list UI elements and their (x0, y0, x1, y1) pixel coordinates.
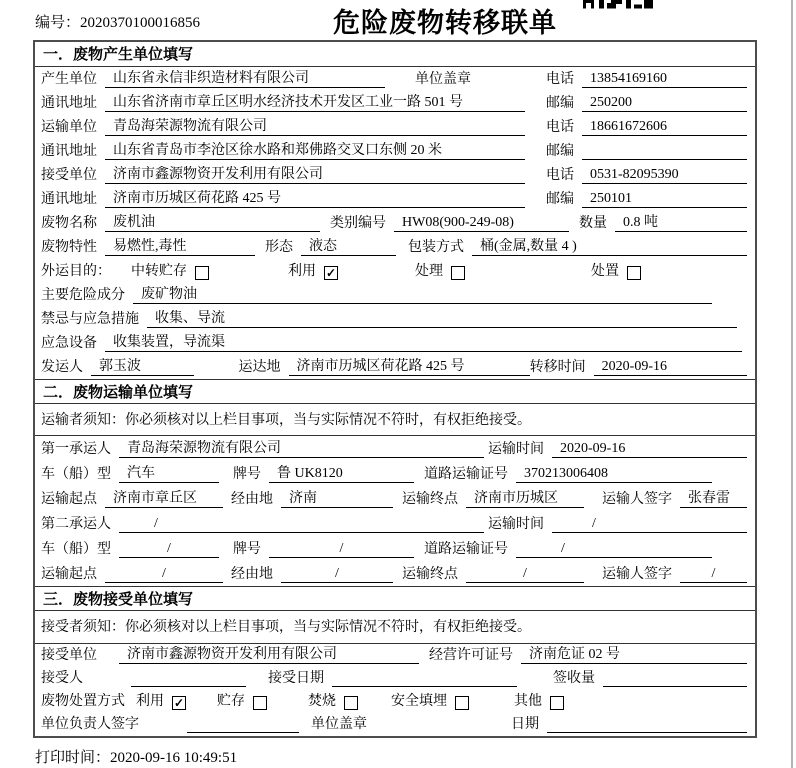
carrier-sign-label: 运输人签字 (602, 567, 672, 582)
option-label: 利用 (288, 264, 316, 279)
row-transfer-purpose (35, 259, 755, 283)
row-emergency-measures (35, 307, 755, 331)
zip-label: 邮编 (546, 192, 574, 207)
producer-phone-value: 13854169160 (582, 70, 747, 88)
option-label: 处置 (591, 264, 619, 279)
transporter-notice: 运输者须知：你必须核对以上栏目事项，当与实际情况不符时，有权拒绝接受。 (35, 404, 755, 436)
checkbox-disposal-landfill[interactable] (455, 696, 469, 710)
option-disposal-landfill (391, 693, 469, 710)
section-3-header: 三．废物接受单位填写 (35, 586, 755, 611)
section-transporter (35, 379, 755, 586)
accept-date-value (332, 686, 517, 687)
first-carrier-label: 第一承运人 (41, 442, 111, 457)
address-label: 通讯地址 (41, 144, 97, 159)
checkbox-treat[interactable] (451, 266, 465, 280)
option-label: 中转贮存 (131, 264, 187, 279)
carrier-sign-value: / (680, 565, 747, 583)
second-carrier-value: / (119, 515, 484, 533)
route-via-value: 济南 (281, 490, 393, 508)
section-1-header: 一．废物产生单位填写 (35, 42, 755, 67)
permit-value: / (516, 540, 712, 558)
packing-value: 桶(金属,数量 4 ) (472, 238, 747, 256)
row-second-carrier (35, 511, 755, 536)
quantity-label: 数量 (579, 216, 607, 231)
unit-stamp-label: 单位盖章 (311, 717, 367, 732)
qr-code-fragment (583, 0, 653, 9)
traits-value: 易燃性,毒性 (105, 238, 255, 256)
checkbox-disposal-store[interactable] (253, 696, 267, 710)
print-time-value: 2020-09-16 10:49:51 (110, 750, 238, 766)
option-label: 安全填埋 (391, 694, 447, 709)
plate-value: / (269, 540, 414, 558)
row-first-carrier (35, 436, 755, 461)
second-carrier-label: 第二承运人 (41, 517, 111, 532)
waste-name-label: 废物名称 (41, 216, 97, 231)
receiver-phone-value: 0531-82095390 (582, 166, 747, 184)
vehicle-type-value: / (119, 540, 219, 558)
route-start-label: 运输起点 (41, 567, 97, 582)
plate-label: 牌号 (233, 467, 261, 482)
receiver-value: 济南市鑫源物资开发利用有限公司 (105, 166, 525, 184)
receiver-address-value: 济南市历城区荷花路 425 号 (105, 190, 525, 208)
page-title: 危险废物转移联单 (333, 8, 557, 38)
option-utilize (288, 263, 338, 280)
route-start-value: 济南市章丘区 (105, 490, 223, 508)
serial-value: 2020370100016856 (80, 15, 201, 31)
row-waste-name (35, 211, 755, 235)
checkbox-disposal-incinerate[interactable] (344, 696, 358, 710)
row-route-2 (35, 561, 755, 586)
row-producer (35, 67, 755, 91)
row-waste-traits (35, 235, 755, 259)
vehicle-type-label: 车（船）型 (41, 542, 111, 557)
section-receiver (35, 586, 755, 736)
phone-label: 电话 (546, 168, 574, 183)
option-transfer-storage (131, 263, 209, 280)
row-hazard-components (35, 283, 755, 307)
row-transporter (35, 115, 755, 139)
equipment-label: 应急设备 (41, 336, 97, 351)
first-carrier-value: 青岛海荣源物流有限公司 (119, 440, 484, 458)
transporter-address-value: 山东省青岛市李沧区徐水路和郑佛路交叉口东侧 20 米 (105, 142, 525, 160)
option-label: 利用 (136, 694, 164, 709)
license-value: 济南危证 02 号 (521, 646, 747, 664)
date-value (547, 732, 747, 733)
route-start-label: 运输起点 (41, 492, 97, 507)
row-emergency-equipment (35, 331, 755, 355)
transporter-zip-value (582, 159, 747, 160)
option-disposal-incinerate (308, 693, 358, 710)
zip-label: 邮编 (546, 144, 574, 159)
acceptor-label: 接受人 (41, 671, 83, 686)
purpose-label: 外运目的： (41, 264, 111, 279)
option-dispose (591, 263, 641, 280)
option-disposal-utilize (136, 693, 186, 710)
option-disposal-store (217, 693, 267, 710)
accept-unit-label: 接受单位 (41, 648, 97, 663)
receipt-amount-label: 签收量 (553, 671, 595, 686)
shipper-value: 郭玉波 (91, 358, 194, 376)
checkbox-transfer-storage[interactable] (195, 266, 209, 280)
equipment-value: 收集装置，导流渠 (105, 334, 742, 352)
date-label: 日期 (511, 717, 539, 732)
receiver-notice: 接受者须知：你必须核对以上栏目事项，当与实际情况不符时，有权拒绝接受。 (35, 611, 755, 644)
row-receiver-address (35, 187, 755, 211)
row-transporter-address (35, 139, 755, 163)
route-end-label: 运输终点 (402, 492, 458, 507)
permit-label: 道路运输证号 (424, 542, 508, 557)
form-label: 形态 (265, 240, 293, 255)
row-accept-unit (35, 644, 755, 667)
option-disposal-other (514, 693, 564, 710)
route-end-label: 运输终点 (402, 567, 458, 582)
transporter-value: 青岛海荣源物流有限公司 (105, 118, 525, 136)
category-label: 类别编号 (330, 216, 386, 231)
serial-label: 编号： (35, 15, 81, 31)
route-start-value: / (105, 565, 223, 583)
row-route-1 (35, 486, 755, 511)
zip-label: 邮编 (546, 96, 574, 111)
option-label: 处理 (415, 264, 443, 279)
row-vehicle-1 (35, 461, 755, 486)
permit-label: 道路运输证号 (424, 467, 508, 482)
checkbox-utilize[interactable]: ✓ (325, 266, 337, 280)
carrier-sign-value: 张春雷 (680, 490, 747, 508)
hazard-label: 主要危险成分 (41, 288, 125, 303)
section-2-header: 二．废物运输单位填写 (35, 379, 755, 404)
print-time-label: 打印时间： (35, 750, 111, 766)
shipper-label: 发运人 (41, 360, 83, 375)
option-label: 焚烧 (308, 694, 336, 709)
row-producer-address (35, 91, 755, 115)
producer-zip-value: 250200 (582, 94, 747, 112)
transporter-label: 运输单位 (41, 120, 97, 135)
manifest-form (33, 40, 757, 738)
row-vehicle-2 (35, 536, 755, 561)
option-treat (415, 263, 465, 280)
receiver-label: 接受单位 (41, 168, 97, 183)
destination-value: 济南市历城区荷花路 425 号 (289, 358, 530, 376)
row-shipper (35, 355, 755, 379)
vehicle-type-label: 车（船）型 (41, 467, 111, 482)
plate-label: 牌号 (233, 542, 261, 557)
address-label: 通讯地址 (41, 192, 97, 207)
checkbox-dispose[interactable] (627, 266, 641, 280)
page-edge-line (791, 0, 793, 768)
transport-time-value: 2020-09-16 (552, 440, 747, 458)
option-label: 其他 (514, 694, 542, 709)
carrier-sign-label: 运输人签字 (602, 492, 672, 507)
accept-date-label: 接受日期 (268, 671, 324, 686)
hazard-value: 废矿物油 (133, 286, 712, 304)
packing-label: 包装方式 (408, 240, 464, 255)
responsible-sign-value (187, 732, 299, 733)
route-end-value: 济南市历城区 (466, 490, 584, 508)
form-value: 液态 (301, 238, 396, 256)
emergency-value: 收集、导流 (147, 310, 737, 328)
traits-label: 废物特性 (41, 240, 97, 255)
permit-value: 370213006408 (516, 465, 712, 483)
producer-address-value: 山东省济南市章丘区明水经济技术开发区工业一路 501 号 (105, 94, 525, 112)
acceptor-value (131, 686, 246, 687)
transfer-time-value: 2020-09-16 (594, 358, 747, 376)
transporter-phone-value: 18661672606 (582, 118, 747, 136)
phone-label: 电话 (546, 120, 574, 135)
address-label: 通讯地址 (41, 96, 97, 111)
license-label: 经营许可证号 (429, 648, 513, 663)
destination-label: 运达地 (238, 360, 281, 375)
disposal-method-label: 废物处置方式 (41, 694, 125, 709)
route-end-value: / (466, 565, 584, 583)
route-via-value: / (281, 565, 393, 583)
emergency-label: 禁忌与应急措施 (41, 312, 139, 327)
section-producer (35, 42, 755, 379)
receipt-amount-value (603, 686, 747, 687)
row-signoff (35, 713, 755, 736)
stamp-label: 单位盖章 (415, 72, 471, 87)
plate-value: 鲁 UK8120 (269, 465, 414, 483)
transport-time-label: 运输时间 (488, 442, 544, 457)
producer-value: 山东省永信非织造材料有限公司 (105, 70, 385, 88)
option-label: 贮存 (217, 694, 245, 709)
row-acceptor (35, 667, 755, 690)
row-receiver (35, 163, 755, 187)
print-time (35, 746, 237, 767)
transport-time-value: / (552, 515, 747, 533)
waste-name-value: 废机油 (105, 214, 320, 232)
receiver-zip-value: 250101 (582, 190, 747, 208)
route-via-label: 经由地 (231, 492, 273, 507)
quantity-value: 0.8 吨 (615, 214, 747, 232)
category-value: HW08(900-249-08) (394, 214, 569, 232)
row-disposal-method (35, 690, 755, 713)
checkbox-disposal-utilize[interactable]: ✓ (173, 696, 185, 710)
transfer-time-label: 转移时间 (529, 360, 586, 375)
accept-unit-value: 济南市鑫源物资开发利用有限公司 (119, 646, 419, 664)
route-via-label: 经由地 (231, 567, 273, 582)
transport-time-label: 运输时间 (488, 517, 544, 532)
phone-label: 电话 (546, 72, 574, 87)
vehicle-type-value: 汽车 (119, 465, 219, 483)
responsible-sign-label: 单位负责人签字 (41, 717, 139, 732)
producer-label: 产生单位 (41, 72, 97, 87)
checkbox-disposal-other[interactable] (550, 696, 564, 710)
